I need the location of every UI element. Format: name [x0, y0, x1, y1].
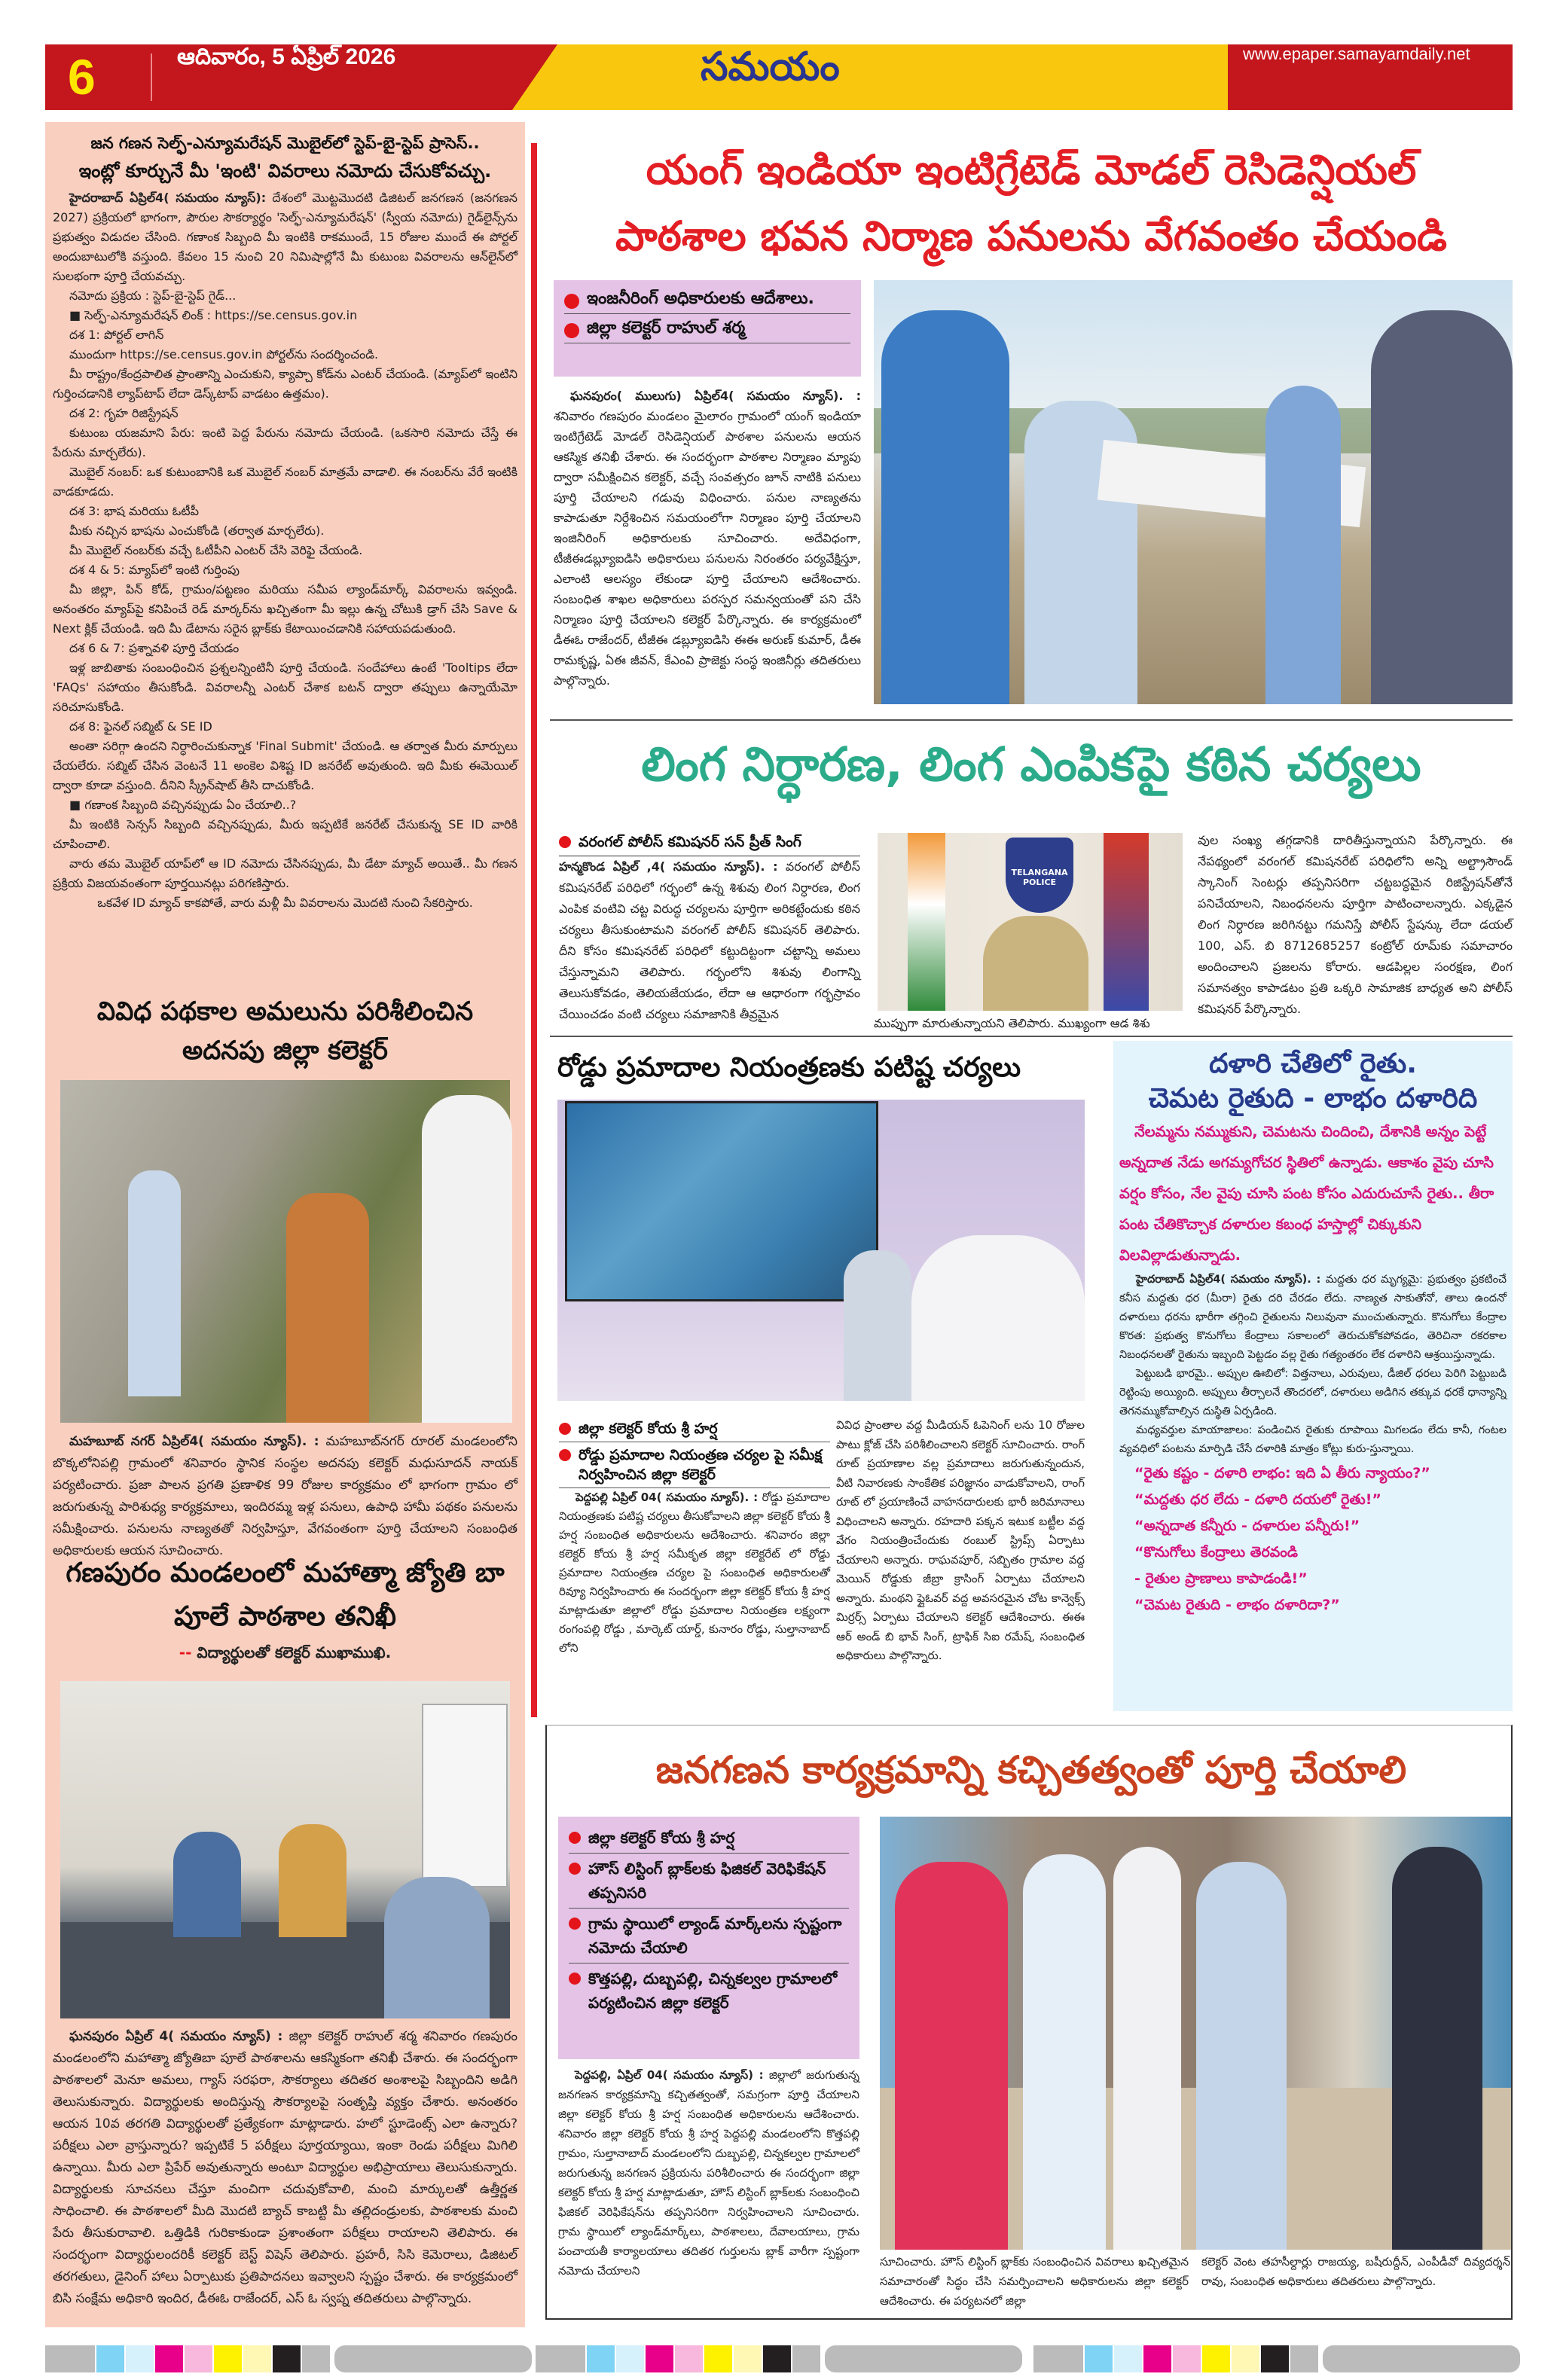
census-drive-body-text: సూచించారు. హౌస్ లిస్టింగ్ బ్లాక్‌కు సంబంధించిన వివరాలు ఖచ్చితమైన సమాచారంతో సిద్ధం చేసి సమర్పించాలని అధికారులను జిల్లా కలెక్టర్ ఆదేశించారు. ఈ పర్యటనలో జిల్లా [880, 2255, 1189, 2308]
schemes-article-body [53, 1431, 517, 1558]
bullet-text: గ్రామ స్థాయిలో ల్యాండ్ మార్క్‌లను స్పష్టంగా నమోదు చేయాలి [588, 1915, 842, 1957]
color-bar-swatch [214, 2345, 242, 2372]
bullet-dot-icon [569, 1832, 581, 1844]
color-bar-swatch [1033, 2345, 1083, 2372]
color-bar-swatch [185, 2345, 212, 2372]
census-step: దశ 6 & 7: ప్రశ్నావళి పూర్తి చేయడం [69, 641, 240, 655]
gender-body-1 [559, 856, 860, 1031]
road-dateline: పెద్దపల్లి ఏప్రిల్ 04( సమయం న్యూస్). : [575, 1491, 759, 1504]
road-body-text: వివిధ ప్రాంతాల వద్ద మీడియన్ ఓపెనింగ్ లను 10 రోజుల పాటు క్లోజ్ చేసి పరిశీలించాలని కలెక్టర్ సూచించారు. రాంగ్ రూట్ ప్రయాణాల వల్ల ప్రమాదాలు జరుగుతున్నందున, వీటి నివారణకు సాంకేతిక పరిజ్ఞానం వాడుకోవాలని, రాంగ్ రూట్ లో ప్రయాణించే వాహనదారులకు భారీ జరిమానాలు విధించాలని అన్నారు. రహదారి పక్కన ఇటుక బట్టీల వద్ద వేగం నియంత్రించేందుకు రంబుల్ స్ట్రిప్స్ ఏర్పాటు చేయాలని అన్నారు. రాఘవపూర్, సబ్బితం గ్రామాల వద్ద మెయిన్ రోడ్డుకు జీబ్రా క్రాసింగ్ ఏర్పాటు చేయాలని అన్నారు. మంథని ఫ్లైఓవర్ వద్ద అవసరమైన చోట కాన్వెక్స్ మిర్రర్స్ ఏర్పాటు చేయాలని కలెక్టర్ ఆదేశించారు. ఈఈ ఆర్ అండ్ బి భావ్ సింగ్, ట్రాఫిక్ సిఐ రమేష్, సంబంధిత అధికారులు పాల్గొన్నారు. [836, 1418, 1085, 1662]
farmer-headline-1: దళారి చేతిలో రైతు. [1209, 1048, 1417, 1079]
schemes-photo [60, 1080, 510, 1423]
census-drive-body-text: కలెక్టర్ వెంట తహసీల్దార్లు రాజయ్య, బషీరుద్దీన్, ఎంపీడీవో దివ్యదర్శన్ రావు, సంబంధిత అధికారులు తదితరులు పాల్గొన్నారు. [1201, 2255, 1510, 2288]
farmer-headline-2: చెమట రైతుది - లాభం దళారిది [1148, 1083, 1478, 1114]
bullet-text: వరంగల్ పోలీస్ కమిషనర్ సన్ ప్రీత్ సింగ్ [579, 834, 801, 850]
bullet-dot-icon [569, 1918, 581, 1930]
bullet-text: కొత్తపల్లి, దుబ్బపల్లి, చిన్నకల్వల గ్రామాలలో పర్యటించిన జిల్లా కలెక్టర్ [588, 1970, 838, 2012]
bullet-dot-icon [559, 1449, 571, 1461]
bullet-item [569, 1823, 849, 1854]
census-para: ■ గణాంక సిబ్బంది వచ్చినప్పుడు ఏం చేయాలి..? [69, 798, 297, 812]
color-bar-swatch [243, 2345, 271, 2372]
page-number: 6 [68, 49, 96, 105]
officer-figure [983, 916, 1088, 1011]
census-headline-1: జన గణన సెల్ఫ్-ఎన్యూమరేషన్ మొబైల్‌లో స్టెప్-బై-స్టెప్ ప్రాసెస్.. [90, 134, 480, 152]
bullet-dot-icon [559, 1423, 571, 1435]
person-figure [286, 1193, 369, 1423]
schemes-dateline: మహబూబ్ నగర్ ఏప్రిల్4( సమయం న్యూస్). : [69, 1434, 319, 1449]
farmer-body-text: మద్దతు ధర మృగ్యమై: ప్రభుత్వం ప్రకటించే కనీస మద్దతు ధర (మీరా) రైతు దరి చేరడం లేదు. నాణ్యత సాకుతోనో, తాలు ఉందనో దళారులు ధరను భారీగా తగ్గించి రైతులను నిలువునా ముంచుతున్నారు. కొనుగోలు కేంద్రాల కొరత: ప్రభుత్వ కొనుగోలు కేంద్రాలు సకాలంలో తెరుచుకోకపోవడం, తెరిచినా రకరకాల నిబంధనలతో రైతును ఇబ్బంది పెట్టడం వల్ల రైతు గత్యంతరం లేక దళారిని ఆశ్రయిస్తున్నాడు. [1119, 1274, 1507, 1361]
gender-photo-caption: ముప్పుగా మారుతున్నాయని తెలిపారు. ముఖ్యంగా ఆడ శిశు [874, 1016, 1150, 1030]
color-bar-swatch [1114, 2345, 1142, 2372]
gray-registration-bar [1323, 2345, 1520, 2372]
issue-date: ఆదివారం, 5 ఏప్రిల్ 2026 [177, 44, 396, 69]
schemes-body-text: మహబూబ్‌నగర్ రూరల్ మండలంలోని బొక్కలోనిపల్లి గ్రామంలో శనివారం స్థానిక సంస్థల అదనపు కలెక్టర్ మధుసూదన్ నాయక్ పర్యటించారు. ప్రజా పాలన ప్రగతి ప్రణాళిక 99 రోజుల కార్యక్రమం లో భాగంగా గ్రామం లో జరుగుతున్న పారిశుధ్య కార్యక్రమాలు, ఇందిరమ్మ ఇళ్ల పనులు, ఉపాధి హామీ పథకం పనులను సమీక్షించారు. పనులను నాణ్యతతో నిర్వహిస్తూ, వేగవంతంగా పూర్తి చేయాలని సంబంధిత అధికారులకు ఆయన సూచించారు. [53, 1434, 517, 1558]
gender-headline: లింగ నిర్ధారణ, లింగ ఎంపికపై కఠిన చర్యలు [641, 737, 1421, 792]
census-drive-body-2 [880, 2252, 1189, 2316]
gender-dateline: హన్మకొండ ఏప్రిల్ ,4( సమయం న్యూస్). : [559, 859, 778, 874]
school-dateline: ఘనపురం ఏప్రిల్ 4( సమయం న్యూస్) : [69, 2029, 283, 2044]
person-figure [384, 1877, 490, 2018]
school-photo [60, 1681, 510, 2018]
bullet-item [569, 1964, 849, 2018]
farmer-lead: నేలమ్మను నమ్ముకుని, చెమటను చిందించి, దేశానికి అన్నం పెట్టే అన్నదాత నేడు అగమ్యగోచర స్థితిలో ఉన్నాడు. ఆకాశం వైపు చూసి వర్షం కోసం, నేల వైపు చూసి పంట కోసం ఎదురుచూసే రైతు.. తీరా పంట చేతికొచ్చాక దళారుల కబంధ హస్తాల్లో చిక్కుకుని విలవిల్లాడుతున్నాడు. [1119, 1123, 1494, 1264]
bullet-text: జిల్లా కలెక్టర్ రాహుల్ శర్మ [587, 319, 746, 337]
school-body-text: జిల్లా కలెక్టర్ రాహుల్ శర్మ శనివారం గణపురం మండలంలోని మహాత్మా జ్యోతిబా పూలే పాఠశాలను ఆకస్మికంగా తనిఖీ చేశారు. ఈ సందర్భంగా పాఠశాలలో మెనూ అమలు, గ్యాస్ సరఫరా, సౌకర్యాలు తదితర అంశాలపై సిబ్బందిని అడిగి తెలుసుకున్నారు. విద్యార్థులకు అందిస్తున్న సౌకర్యాలపై సంతృప్తి వ్యక్తం చేశారు. అనంతరం ఆయన 10వ తరగతి విద్యార్థులతో ప్రత్యేకంగా మాట్లాడారు. హలో స్టూడెంట్స్ ఎలా ఉన్నారు? పరీక్షలు ఎలా వ్రాస్తున్నారు? ఇప్పటికే 5 పరీక్షలు పూర్తయ్యాయి, ఇంకా రెండు పరీక్షలు మిగిలి ఉన్నాయి. మీరు ఎలా ప్రిపేర్ అవుతున్నారు అంటూ విద్యార్థుల అభిప్రాయాలు తెలుసుకున్నారు. విద్యార్థులకు సూచనలు చేస్తూ మంచిగా చదువుకోవాలి, మంచి మార్కులతో ఉత్తీర్ణత సాధించాలి. ఈ పాఠశాలలో మీది మొదటి బ్యాచ్ కాబట్టి మీ తల్లిదండ్రులకు, పాఠశాలకు మంచి పేరు తీసుకురావాలి. ఒత్తిడికి గురికాకుండా ప్రశాంతంగా పరీక్షలు రాయాలని తెలిపారు. ఈ సందర్భంగా విద్యార్థులందరికీ కలెక్టర్ బెస్ట్ విషెస్ తెలిపారు. ప్రహరీ, సిసి కెమెరాలు, డిజిటల్ తరగతులు, డైనింగ్ హాలు ఏర్పాటుకు ప్రతిపాదనలు ఇవ్వాలని స్పష్టం చేశారు. ఈ కార్యక్రమంలో బిసి సంక్షేమ అధికారి ఇందిర, డీఈఓ రాజేందర్, ఎస్ ఓ స్వప్న తదితరులు పాల్గొన్నారు. [53, 2029, 518, 2306]
road-body-1 [559, 1488, 830, 1688]
bullet-item [559, 1442, 830, 1488]
subline-text: విద్యార్థులతో కలెక్టర్ ముఖాముఖి. [197, 1643, 392, 1661]
bullet-item [564, 285, 850, 314]
color-bar-swatch [155, 2345, 183, 2372]
telangana-police-badge: TELANGANA POLICE [1006, 838, 1073, 913]
color-bar-swatch [792, 2345, 820, 2372]
officer-figure [1392, 1847, 1482, 2250]
color-bar-swatch [675, 2345, 703, 2372]
census-drive-headline: జనగణన కార్యక్రమాన్ని కచ్చితత్వంతో పూర్తి చేయాలి [655, 1748, 1407, 1792]
farmer-slogans [1113, 1459, 1513, 1619]
cabinet-shape [422, 1704, 508, 1887]
collector-figure [1196, 1862, 1287, 2250]
slogan: “చెమట రైతుది - లాభం దళారిదా?” [1134, 1597, 1340, 1613]
farmer-feature-box [1113, 1041, 1513, 1711]
schemes-headline: వివిధ పథకాల అమలును పరిశీలించిన అదనపు జిల్లా కలెక్టర్ [96, 996, 474, 1066]
print-color-bars [45, 2345, 1513, 2372]
person-figure [173, 1832, 241, 1937]
bullet-item [569, 1854, 849, 1909]
bullet-dot-icon [564, 294, 579, 309]
census-para: కుటుంబ యజమాని పేరు: ఇంటి పెద్ద పేరును నమోదు చేయండి. (ఒకసారి నమోదు చేస్తే ఈ పేరును మార్చలేరు). [53, 426, 517, 459]
color-bar-swatch [536, 2345, 585, 2372]
section-divider [550, 1036, 1513, 1037]
header-divider [151, 53, 152, 101]
census-drive-bullet-box [558, 1817, 859, 2059]
road-headline: రోడ్డు ప్రమాదాల నియంత్రణకు పటిష్ట చర్యలు [557, 1052, 1021, 1083]
color-bar-swatch [704, 2345, 732, 2372]
slogan: “అన్నదాత కన్నీరు - దళారుల పన్నీరు!” [1134, 1518, 1360, 1534]
collector-figure [911, 1235, 1085, 1401]
color-bar-swatch [1173, 2345, 1201, 2372]
slogan: “మద్దతు ధర లేదు - దళారి దయలో రైతు!” [1134, 1491, 1381, 1508]
left-column [45, 122, 525, 2327]
woman-figure [895, 1862, 1008, 2250]
school-headline: గణపురం మండలంలో మహాత్మా జ్యోతి బా పూలే పాఠశాల తనిఖీ [66, 1558, 505, 1632]
census-headline-2: ఇంట్లో కూర్చునే మీ 'ఇంటి' వివరాలు నమోదు చేసుకోవచ్చు. [78, 160, 492, 182]
road-bullets [559, 1416, 830, 1688]
census-drive-photo [880, 1817, 1511, 2250]
census-para: మీ రాష్ట్రం/కేంద్రపాలిత ప్రాంతాన్ని ఎంచుకుని, క్యాప్చా కోడ్‌ను ఎంటర్ చేయండి. (మ్యాప్‌లో ఇంటిని గుర్తించడానికి ల్యాప్‌టాప్ లేదా డెస్క్‌టాప్ వాడటం ఉత్తమం). [53, 367, 517, 401]
color-bar-swatch [1290, 2345, 1318, 2372]
color-bar-swatch [96, 2345, 124, 2372]
gray-registration-bar [334, 2345, 532, 2372]
color-bar-swatch [1143, 2345, 1171, 2372]
gender-article-left [559, 828, 860, 1031]
slogan: - రైతుల ప్రాణాలు కాపాడండి!” [1134, 1570, 1308, 1587]
color-bar-swatch [587, 2345, 615, 2372]
census-para: మీ మొబైల్ నంబర్‌కు వచ్చే ఓటీపీని ఎంటర్ చేసి వెరిఫై చేయండి. [69, 543, 363, 557]
color-bar-swatch [734, 2345, 762, 2372]
census-para: మొబైల్ నంబర్: ఒక కుటుంబానికి ఒక మొబైల్ నంబర్ మాత్రమే వాడాలి. ఈ నంబర్‌ను వేరే ఇంటికి వాడకూడదు. [53, 465, 517, 499]
color-bar-swatch [302, 2345, 330, 2372]
police-flag [1104, 833, 1149, 1011]
india-flag [908, 833, 945, 1011]
census-para: నమోదు ప్రక్రియ : స్టెప్-బై-స్టెప్ గైడ్... [69, 288, 237, 303]
census-para: అంతా సరిగ్గా ఉందని నిర్ధారించుకున్నాక 'Final Submit' చేయండి. ఆ తర్వాత మీరు మార్పులు చేయలేరు. సబ్మిట్ చేసిన వెంటనే 11 అంకెల విశిష్ట ID జనరేట్ అవుతుంది. ఇది మీకు ఈమెయిల్ ద్వారా కూడా వస్తుంది. దీనిని స్క్రీన్‌షాట్ తీసి దాచుకోండి. [53, 739, 517, 792]
officer-figure [1113, 1847, 1181, 2250]
website-link[interactable]: www.epaper.samayamdaily.net [1243, 44, 1470, 63]
young-india-dateline: ఘనపురం( ములుగు) ఏప్రిల్4( సమయం న్యూస్). : [570, 389, 861, 403]
color-bar-swatch [273, 2345, 301, 2372]
color-bar-swatch [1202, 2345, 1230, 2372]
color-bar-swatch [763, 2345, 791, 2372]
bullet-text: హౌస్ లిస్టింగ్ బ్లాక్‌లకు ఫిజికల్ వెరిఫికేషన్ తప్పనిసరి [588, 1860, 826, 1902]
census-para: మీ జిల్లా, పిన్ కోడ్, గ్రామం/పట్టణం మరియు సమీప ల్యాండ్‌మార్క్ వివరాలను ఇవ్వండి. అనంతరం మ్యాప్‌పై కనిపించే రెడ్ మార్కర్‌ను ఖచ్చితంగా మీ ఇల్లు ఉన్న చోటుకి డ్రాగ్ చేసి Save & Next క్లిక్ చేయండి. ఇది మీ డేటాను సరైన బ్లాక్‌కు కేటాయించడానికి సహాయపడుతుంది. [53, 582, 517, 636]
young-india-article-body [554, 386, 861, 706]
census-article-body [53, 188, 517, 913]
person-figure [128, 1170, 181, 1396]
farmer-body-text: మధ్యవర్తుల మాయాజాలం: పండించిన రైతుకు రూపాయి మిగలడం లేదు కానీ, గంటల వ్యవధిలో పంటను మార్పిడి చేసే దళారికి మాత్రం కోట్లు కురు-స్తున్నాయి. [1119, 1424, 1507, 1455]
bullet-dot-icon [569, 1863, 581, 1875]
young-india-body-text: శనివారం గణపురం మండలం మైలారం గ్రామంలో యంగ్ ఇండియా ఇంటిగ్రేటెడ్ మోడల్ రెసిడెన్షియల్ పాఠశాల పనులను ఆయన ఆకస్మిక తనిఖీ చేశారు. ఈ సందర్భంగా పాఠశాల నిర్మాణం మ్యాపు ద్వారా సమీక్షించిన కలెక్టర్, వచ్చే సంవత్సరం జూన్ నాటికి పనులు పూర్తి చేయాలని గడువు విధించారు. పనుల నాణ్యతను కాపాడుతూ నిర్దేశించిన సమయంలోగా నిర్మాణం పూర్తి చేయాలని ఇంజినీరింగ్ అధికారులకు సూచించారు. అదేవిధంగా, టీజీఈడబ్ల్యూఐడిసి అధికారులు పనులను నిరంతరం పర్యవేక్షిస్తూ, ఎలాంటి ఆలస్యం లేకుండా పూర్తి చేయాలని ఆదేశించారు. సంబంధిత శాఖల అధికారులు పరస్పర సమన్వయంతో పని చేసి నిర్మాణం పూర్తి చేయాలని కలెక్టర్ పేర్కొన్నారు. ఈ కార్యక్రమంలో డీఈఓ రాజేందర్, టీజీఈ డబ్ల్యూఐడిసి ఈఈ అరుణ్ కుమార్, డీఈ రామకృష్ణ, ఏఈ జీవన్, కేఎంవి ప్రాజెక్టు సంస్థ ఇంజినీర్లు తదితరులు పాల్గొన్నారు. [554, 409, 861, 688]
color-bar-swatch [1261, 2345, 1289, 2372]
bullet-item [564, 314, 850, 343]
bullet-item [569, 1909, 849, 1964]
column-rule [531, 143, 537, 1717]
gender-body-2 [1198, 830, 1513, 1020]
census-drive-body-1 [558, 2065, 859, 2314]
color-bar-swatch [45, 2345, 95, 2372]
census-step: దశ 2: గృహ రిజిస్ట్రేషన్ [69, 406, 179, 420]
color-bar-swatch [646, 2345, 673, 2372]
header-yellow-band [512, 44, 1288, 110]
census-step: దశ 8: ఫైనల్ సబ్మిట్ & SE ID [69, 719, 212, 734]
officer-figure [844, 1250, 911, 1401]
masthead-logo: సమయం [701, 44, 840, 90]
census-step: దశ 3: భాష మరియు ఓటీపీ [69, 504, 200, 518]
road-body-text: రోడ్డు ప్రమాదాల నియంత్రణకు పటిష్ట చర్యలు తీసుకోవాలని జిల్లా కలెక్టర్ కోయ శ్రీ హర్ష సంబంధిత అధికారులను ఆదేశించారు. శనివారం జిల్లా కలెక్టర్ కోయ శ్రీ హర్ష సమీకృత జిల్లా కలెక్టరేట్ లో రోడ్డు ప్రమాదాల నియంత్రణ చర్యల పై సంబంధిత అధికారులతో రివ్యూ నిర్వహించారు ఈ సందర్భంగా జిల్లా కలెక్టర్ కోయ శ్రీ హర్ష మాట్లాడుతూ జిల్లాలో రోడ్డు ప్రమాదాల నియంత్రణ లక్ష్యంగా రంగంపల్లి రోడ్డు , మార్కెట్ యార్డ్, కునారం రోడ్డు, సుల్తానాబాద్ లోని [559, 1491, 830, 1655]
headline-line-1: యంగ్ ఇండియా ఇంటిగ్రేటెడ్ మోడల్ రెసిడెన్షియల్ [646, 146, 1417, 194]
gray-registration-bar [825, 2345, 1022, 2372]
bullet-item [559, 1416, 830, 1442]
road-body-2 [836, 1416, 1085, 1710]
census-dateline: హైదరాబాద్ ఏప్రిల్4( సమయం న్యూస్): [69, 191, 267, 205]
census-step: దశ 1: పోర్టల్ లాగిన్ [69, 328, 164, 342]
bullet-text: ఇంజనీరింగ్ అధికారులకు ఆదేశాలు. [587, 289, 814, 308]
farmer-body-text: పెట్టుబడి భారమై.. అప్పుల ఊబిలో: విత్తనాలు, ఎరువులు, డీజిల్ ధరలు పెరిగి పెట్టుబడి రెట్టింపు అయ్యింది. అప్పులు తీర్చాలనే తొందరలో, దళారులు అడిగిన తక్కువ ధరకే ధాన్యాన్ని తెగనమ్ముకోవాల్సిన దుస్థితి ఏర్పడింది. [1119, 1368, 1507, 1417]
gender-body-text: వరంగల్ పోలీస్ కమిషనరేట్ పరిధిలో గర్భంలో ఉన్న శిశువు లింగ నిర్ధారణ, లింగ ఎంపిక వంటివి చట్ట విరుద్ధ చర్యలను పూర్తిగా అరికట్టేందుకు కఠిన చర్యలు తీసుకుంటామని వరంగల్ పోలీస్ కమిషనర్ తెలిపారు. దీని కోసం కమిషనరేట్ పరిధిలో కట్టుదిట్టంగా చట్టాన్ని అమలు చేస్తున్నామని తెలిపారు. గర్భంలోని శిశువు లింగాన్ని తెలుసుకోవడం, తెలియజేయడం, లేదా ఆ ఆధారంగా గర్భస్రావం చేయించడం వంటి చర్యలు సమాజానికి తీవ్రమైన [559, 859, 861, 1021]
farmer-dateline: హైదరాబాద్ ఏప్రిల్4( సమయం న్యూస్). : [1136, 1274, 1321, 1286]
school-subline [53, 1643, 517, 1665]
color-bar-swatch [1085, 2345, 1113, 2372]
census-drive-body-text: జిల్లాలో జరుగుతున్న జనగణన కార్యక్రమాన్ని కచ్చితత్వంతో, సమగ్రంగా పూర్తి చేయాలని జిల్లా కలెక్టర్ కోయ శ్రీ హర్ష సంబంధిత అధికారులను ఆదేశించారు. శనివారం జిల్లా కలెక్టర్ కోయ శ్రీ హర్ష పెద్దపల్లి మండలంలోని కొత్తపల్లి గ్రామం, సుల్తానాబాద్ మండలంలోని దుబ్బపల్లి, చిన్నకల్వల గ్రామాలలో జరుగుతున్న జనగణన ప్రక్రియను పరిశీలించారు ఈ సందర్భంగా జిల్లా కలెక్టర్ కోయ శ్రీ హర్ష మాట్లాడుతూ, హౌస్ లిస్టింగ్ బ్లాక్‌లకు సంబంధించి ఫిజికల్ వెరిఫికేషన్‌ను తప్పనిసరిగా నిర్వహించాలని సూచించారు. గ్రామ స్థాయిలో ల్యాండ్‌మార్క్‌లు, పాఠశాలలు, దేవాలయాలు, గ్రామ పంచాయతీ కార్యాలయాలు తదితర గుర్తులను బ్లాక్ వారీగా స్పష్టంగా నమోదు చేయాలని [558, 2068, 859, 2278]
bullet-dot-icon [559, 836, 571, 848]
bullet-item [559, 828, 860, 856]
census-para: వారు తమ మొబైల్ యాప్‌లో ఆ ID నమోదు చేసినప్పుడు, మీ డేటా మ్యాచ్ అయితే.. మీ గణన ప్రక్రియ విజయవంతంగా పూర్తయినట్లు పరిగణిస్తారు. [53, 856, 517, 890]
bullet-text: జిల్లా కలెక్టర్ కోయ శ్రీ హర్ష [579, 1420, 718, 1437]
color-bar-swatch [126, 2345, 154, 2372]
bullet-text: జిల్లా కలెక్టర్ కోయ శ్రీ హర్ష [588, 1829, 735, 1847]
subline-dash: -- [179, 1643, 192, 1661]
census-para: మీ ఇంటికి సెన్సస్ సిబ్బంది వచ్చినప్పుడు, మీరు ఇప్పటికే జనరేట్ చేసుకున్న SE ID వారికి చూపించాలి. [53, 817, 517, 851]
section-divider [550, 719, 1513, 721]
young-india-photo [874, 280, 1513, 704]
census-drive-dateline: పెద్దపల్లి, ఏప్రిల్ 04( సమయం న్యూస్) : [575, 2068, 764, 2082]
census-link[interactable]: ■ సెల్ఫ్-ఎన్యూమరేషన్ లింక్ : https://se.census.gov.in [69, 308, 358, 322]
slogan: “కొనుగోలు కేంద్రాలు తెరవండి [1134, 1544, 1298, 1561]
officer-figure [1023, 1854, 1106, 2250]
bullet-dot-icon [564, 323, 579, 338]
headline-line-2: పాఠశాల భవన నిర్మాణ పనులను వేగవంతం చేయండి [615, 212, 1447, 260]
young-india-bullet-box [554, 280, 861, 377]
bullet-text: రోడ్డు ప్రమాదాల నియంత్రణ చర్యల పై సమీక్ష నిర్వహించిన జిల్లా కలెక్టర్ [579, 1447, 823, 1483]
slogan: “రైతు కష్టం - దళారి లాభం: ఇది ఏ తీరు న్యాయం?” [1134, 1465, 1430, 1481]
color-bar-swatch [616, 2345, 644, 2372]
person-figure [881, 310, 1009, 704]
farmer-body [1113, 1271, 1513, 1459]
person-figure [422, 1095, 512, 1423]
map-screen [565, 1101, 878, 1301]
page-header [45, 44, 1513, 110]
person-figure [279, 1824, 347, 1937]
color-bar-swatch [1232, 2345, 1259, 2372]
census-para: ముందుగా https://se.census.gov.in పోర్టల్‌ను సందర్శించండి. [69, 347, 379, 362]
school-article-body [53, 2026, 517, 2320]
young-india-headline [550, 137, 1513, 270]
census-step: దశ 4 & 5: మ్యాప్‌లో ఇంటి గుర్తింపు [69, 563, 240, 577]
census-para: మీకు నచ్చిన భాషను ఎంచుకోండి (తర్వాత మార్చలేరు). [69, 523, 325, 538]
census-para: దేశంలో మొట్టమొదటి డిజిటల్ జనగణన (జనగణన 2027) ప్రక్రియలో భాగంగా, పౌరుల సౌకర్యార్థం 'సెల్ఫ్-ఎన్యూమరేషన్' (స్వీయ నమోదు) గైడ్‌లైన్స్‌ను ప్రభుత్వం విడుదల చేసింది. గణాంక సిబ్బంది మీ ఇంటికి రాకముందే, 15 రోజుల ముందే ఈ పోర్టల్ అందుబాటులోకి వస్తుంది. కేవలం 15 నుంచి 20 నిమిషాల్లోనే మీ కుటుంబ వివరాలను ఆన్‌లైన్‌లో సులభంగా పూర్తి చేయవచ్చు. [53, 191, 517, 283]
census-drive-body-3 [1201, 2252, 1510, 2316]
road-review-photo [557, 1100, 1085, 1401]
person-figure [1371, 310, 1513, 704]
bullet-dot-icon [569, 1973, 581, 1985]
gender-body-text: వుల సంఖ్య తగ్గడానికి దారితీస్తున్నాయని పేర్కొన్నారు. ఈ నేపథ్యంలో వరంగల్ కమిషనరేట్ పరిధిలోని అన్ని అల్ట్రాసౌండ్ స్కానింగ్ సెంటర్లు తప్పనిసరిగా చట్టబద్ధమైన రిజిస్ట్రేషన్‌తోనే పనిచేయాలని, నిబంధనలను పూర్తిగా పాటించాలన్నారు. ఎక్కడైన లింగ నిర్ధారణ జరిగినట్టు గమనిస్తే పోలీస్ స్టేషన్కు లేదా డయల్ 100, ఎస్. బి 8712685257 కంట్రోల్ రూమ్‌కు సమాచారం అందించాలని ప్రజలను కోరారు. ఆడపిల్లల సంరక్షణ, లింగ సమానత్వం కాపాడటం ప్రతి ఒక్కరి సామాజిక బాధ్యత అని పోలీస్ కమిషనర్ పేర్కొన్నారు. [1198, 833, 1513, 1016]
census-para: ఇళ్ల జాబితాకు సంబంధించిన ప్రశ్నలన్నింటినీ పూర్తి చేయండి. సందేహాలు ఉంటే 'Tooltips లేదా 'FAQs' సహాయం తీసుకోండి. వివరాలన్నీ ఎంటర్ చేశాక బటన్ ద్వారా తప్పులు ఉన్నాయేమో సరిచూసుకోండి. [53, 661, 517, 714]
census-para: ఒకవేళ ID మ్యాచ్ కాకపోతే, వారు మళ్లీ మీ వివరాలను మొదటి నుంచి సేకరిస్తారు. [97, 896, 473, 910]
police-commissioner-photo [878, 833, 1183, 1011]
person-figure [1265, 386, 1341, 704]
